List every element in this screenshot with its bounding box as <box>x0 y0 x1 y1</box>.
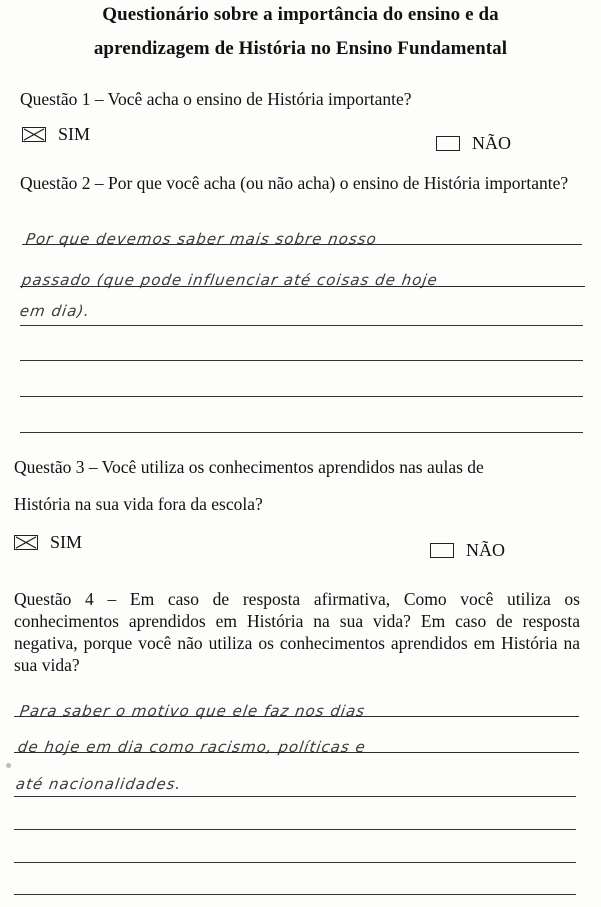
answer-rule <box>14 796 576 797</box>
question-1-text: Questão 1 – Você acha o ensino de História importante? <box>20 89 412 109</box>
q4-answer-line-1: Para saber o motivo que ele faz nos dias <box>18 702 367 720</box>
q2-answer-line-3: em dia). <box>18 302 92 320</box>
q3-sim-checkbox[interactable] <box>14 535 38 550</box>
answer-rule <box>14 829 576 830</box>
check-x-icon <box>23 128 45 141</box>
paper-mark <box>6 763 11 768</box>
q1-sim-option[interactable] <box>22 124 90 145</box>
check-x-icon <box>15 536 37 549</box>
question-2-text: Questão 2 – Por que você acha (ou não acha) o ensino de História importante? <box>20 173 569 193</box>
answer-rule <box>20 396 583 397</box>
question-3-text-line-1: Questão 3 – Você utiliza os conhecimentos aprendidos nas aulas de <box>14 457 484 477</box>
question-3-text-line-2: História na sua vida fora da escola? <box>14 494 263 514</box>
answer-rule <box>14 894 576 895</box>
q1-sim-label: SIM <box>58 124 91 144</box>
q2-answer-line-1: Por que devemos saber mais sobre nosso <box>24 230 379 248</box>
page-title-line-1: Questionário sobre a importância do ensino e da <box>102 4 499 25</box>
q4-answer-strike-2 <box>14 752 579 753</box>
answer-rule <box>14 862 576 863</box>
q1-nao-checkbox[interactable] <box>436 136 460 151</box>
q1-sim-checkbox[interactable] <box>22 127 46 142</box>
q3-nao-label: NÃO <box>466 540 505 560</box>
q1-nao-option[interactable] <box>436 133 511 154</box>
page-title-line-2: aprendizagem de História no Ensino Fundamental <box>93 38 508 59</box>
answer-rule <box>20 325 583 326</box>
answer-rule <box>20 360 583 361</box>
q2-answer-line-2: passado (que pode influenciar até coisas de hoje <box>20 271 440 289</box>
q2-answer-strike-2 <box>20 286 585 287</box>
q3-sim-label: SIM <box>50 532 83 552</box>
q4-answer-strike-1 <box>14 716 579 717</box>
q3-sim-option[interactable] <box>14 532 82 553</box>
q1-nao-label: NÃO <box>472 133 511 153</box>
q4-answer-line-2: de hoje em dia como racismo, políticas e <box>16 738 368 756</box>
question-4-text: Questão 4 – Em caso de resposta afirmativa, Como você utiliza os conhecimentos aprendidos em História na sua vida? Em caso de resposta negativa, porque você não utiliza os conhecimentos aprendidos em História na sua vida? <box>14 589 580 675</box>
q2-answer-strike-1 <box>22 244 582 245</box>
answer-rule <box>20 432 583 433</box>
q4-answer-line-3: até nacionalidades. <box>14 775 183 793</box>
q3-nao-checkbox[interactable] <box>430 543 454 558</box>
q3-nao-option[interactable] <box>430 540 505 561</box>
